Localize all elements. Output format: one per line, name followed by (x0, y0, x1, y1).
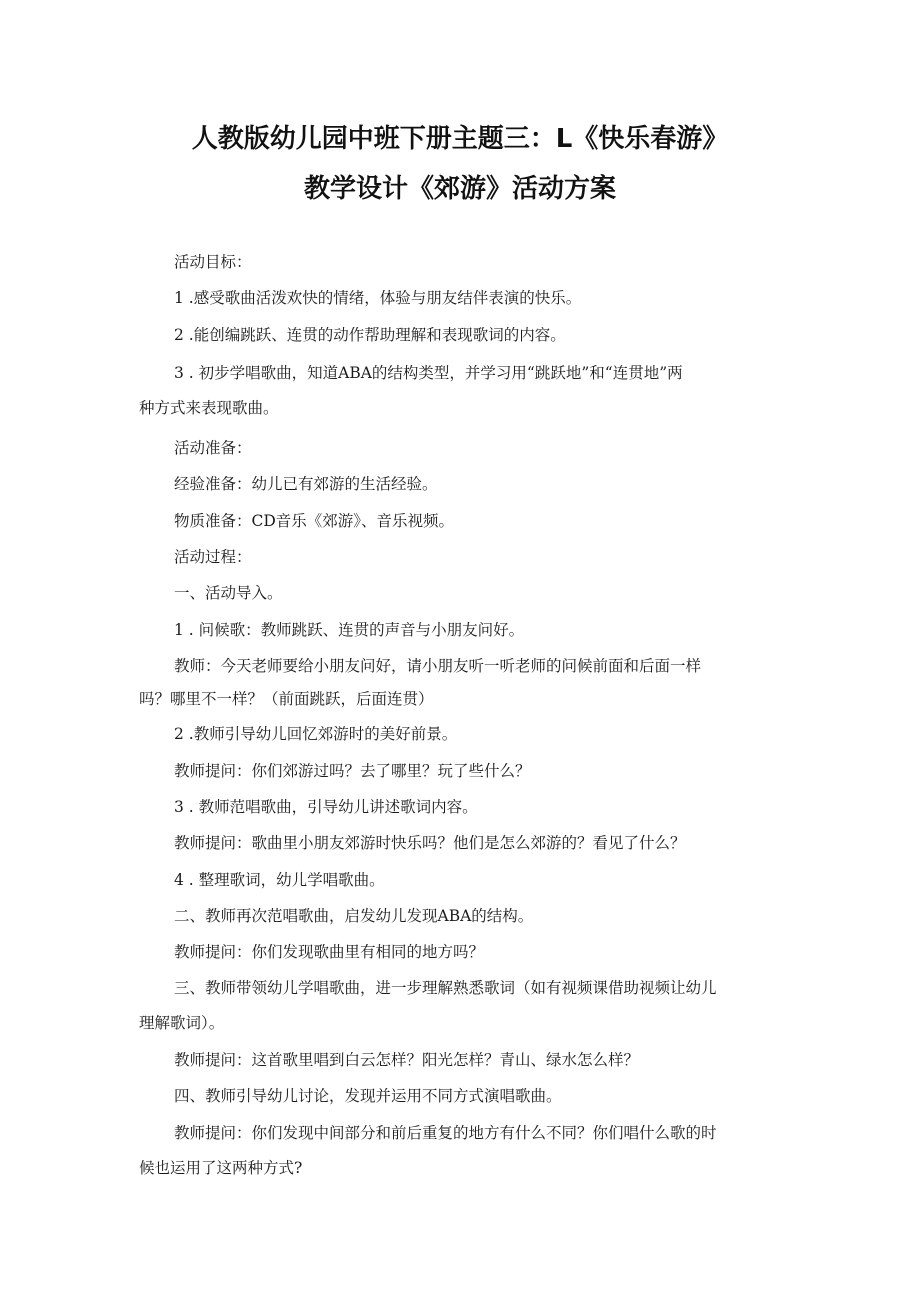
process-step-4: 四、教师引导幼儿讨论，发现并运用不同方式演唱歌曲。 (174, 1087, 562, 1105)
process-step-1: 一、活动导入。 (174, 584, 283, 602)
section-heading-process: 活动过程： (174, 548, 252, 566)
process-item-2: 2 .教师引导幼儿回忆郊游时的美好前景。 (174, 725, 458, 743)
process-item-4: 4 . 整理歌词，幼儿学唱歌曲。 (174, 871, 385, 889)
goal-item-2: 2 .能创编跳跃、连贯的动作帮助理解和表现歌词的内容。 (174, 326, 566, 344)
process-question: 教师提问：你们发现歌曲里有相同的地方吗？ (174, 943, 485, 961)
goal-item-3-continued: 种方式来表现歌曲。 (139, 399, 279, 417)
process-question: 教师提问：这首歌里唱到白云怎样？阳光怎样？青山、绿水怎么样？ (174, 1051, 640, 1069)
process-step-3: 三、教师带领幼儿学唱歌曲，进一步理解熟悉歌词（如有视频课借助视频让幼儿 (174, 979, 717, 997)
process-question: 教师提问：歌曲里小朋友郊游时快乐吗？他们是怎么郊游的？看见了什么？ (174, 834, 686, 852)
process-step-2: 二、教师再次范唱歌曲，启发幼儿发现ABA的结构。 (174, 907, 534, 925)
process-item-1: 1 . 问候歌：教师跳跃、连贯的声音与小朋友问好。 (174, 621, 525, 639)
goal-item-3: 3 . 初步学唱歌曲，知道ABA的结构类型，并学习用“跳跃地”和“连贯地”两 (174, 364, 683, 382)
section-heading-goals: 活动目标： (174, 253, 252, 271)
process-item-3: 3 . 教师范唱歌曲，引导幼儿讲述歌词内容。 (174, 798, 478, 816)
document-title-line2: 教学设计《郊游》活动方案 (303, 174, 616, 204)
section-heading-preparation: 活动准备： (174, 439, 252, 457)
process-question-continued: 候也运用了这两种方式? (139, 1159, 303, 1177)
process-paragraph-continued: 吗？哪里不一样？（前面跳跃，后面连贯） (139, 690, 434, 708)
document-title-line1: 人教版幼儿园中班下册主题三：L《快乐春游》 (191, 124, 729, 154)
preparation-experience: 经验准备：幼儿已有郊游的生活经验。 (174, 475, 438, 493)
goal-item-1: 1 .感受歌曲活泼欢快的情绪，体验与朋友结伴表演的快乐。 (174, 289, 582, 307)
process-paragraph: 教师：今天老师要给小朋友问好，请小朋友听一听老师的问候前面和后面一样 (174, 657, 702, 675)
process-question: 教师提问：你们发现中间部分和前后重复的地方有什么不同？你们唱什么歌的时 (174, 1124, 717, 1142)
process-step-3-continued: 理解歌词）。 (139, 1014, 225, 1032)
preparation-materials: 物质准备：CD音乐《郊游》、音乐视频。 (174, 512, 455, 530)
process-question: 教师提问：你们郊游过吗？去了哪里？玩了些什么？ (174, 762, 531, 780)
